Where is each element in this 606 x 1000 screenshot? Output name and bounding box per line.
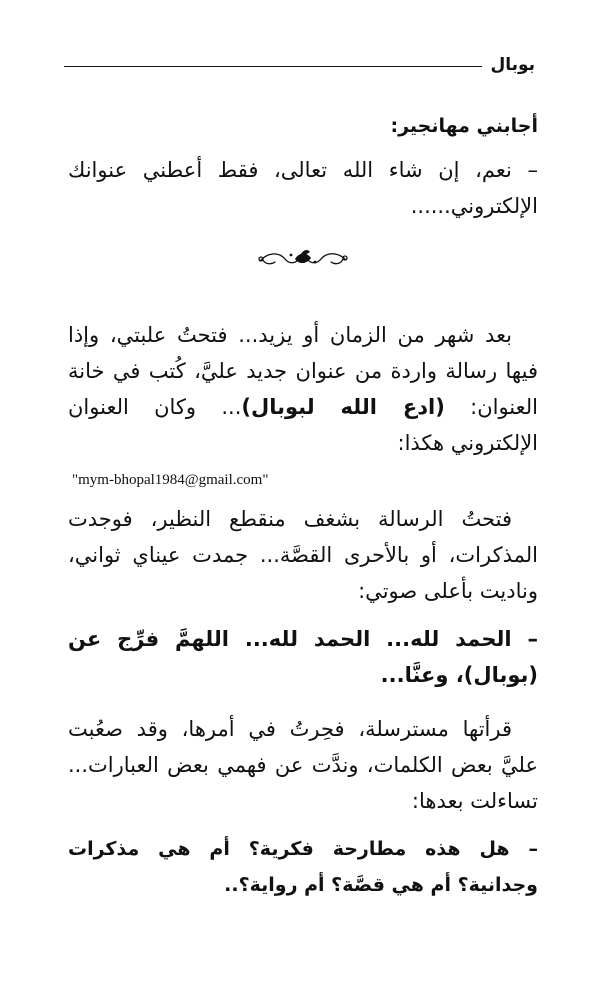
exclamation-paragraph: – الحمد لله... الحمد لله... اللهمَّ فرِّج عن (بوبال)، وعنَّا... — [68, 627, 538, 687]
question-paragraph: – هل هذه مطارحة فكرية؟ أم هي مذكرات وجدانية؟ أم هي قصَّة؟ أم رواية؟.. — [68, 838, 538, 896]
paragraph-text: ... وكان العنوان الإلكتروني هكذا: — [68, 395, 538, 455]
paragraph-email-intro — [68, 317, 538, 461]
section-divider — [68, 246, 538, 283]
running-header — [64, 52, 535, 78]
speaker-line: أجابني مهانجير: — [390, 115, 538, 137]
email-address: "mym-bhopal1984@gmail.com" — [72, 472, 269, 488]
header-rule — [64, 66, 482, 67]
paragraph-reading: فتحتُ الرسالة بشغف منقطع النظير، فوجدت المذكرات، أو بالأحرى القصَّة... جمدت عيناي ثواني، وناديت بأعلى صوتي: — [68, 507, 538, 603]
book-title: بوبال — [490, 55, 535, 75]
reply-paragraph: – نعم، إن شاء الله تعالى، فقط أعطني عنوانك الإلكتروني...... — [68, 158, 538, 218]
paragraph-text: بعد شهر من الزمان أو يزيد... فتحتُ علبتي، وإذا فيها رسالة واردة من عنوان جديد عليَّ، كُتب في خانة العنوان: — [68, 323, 538, 419]
message-subject: (ادع الله لبوبال) — [241, 395, 445, 419]
paragraph-reflection: قرأتها مسترسلة، فحِرتُ في أمرها، وقد صعُبت عليَّ بعض الكلمات، وندَّت عن فهمي بعض العبارات... تساءلت بعدها: — [68, 717, 538, 813]
floral-divider-icon — [255, 246, 351, 283]
page-body — [68, 108, 538, 903]
